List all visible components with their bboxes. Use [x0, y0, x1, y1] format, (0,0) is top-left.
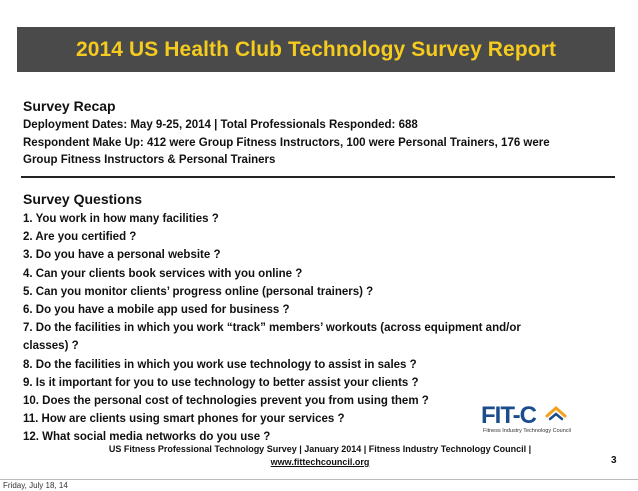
- question-item: 9. Is it important for you to use technology to better assist your clients ?: [23, 376, 419, 389]
- footer-text: US Fitness Professional Technology Survey | January 2014 | Fitness Industry Technology Council |: [108, 444, 532, 454]
- question-item: 1. You work in how many facilities ?: [23, 213, 219, 225]
- slide-title: 2014 US Health Club Technology Survey Report: [75, 37, 557, 61]
- survey-recap-section: [23, 97, 613, 170]
- title-bar: [17, 27, 615, 72]
- question-item: 4. Can your clients book services with you online ?: [23, 267, 303, 280]
- question-item: 2. Are you certified ?: [23, 231, 137, 244]
- recap-line: Respondent Make Up: 412 were Group Fitness Instructors, 100 were Personal Trainers, 176 were: [23, 136, 550, 149]
- print-date: Friday, July 18, 14: [0, 479, 638, 491]
- survey-recap-heading: Survey Recap: [23, 98, 116, 114]
- question-item: 10. Does the personal cost of technologies prevent you from using them ?: [23, 395, 429, 408]
- footer-link[interactable]: www.fittechcouncil.org: [270, 457, 370, 467]
- question-item: 3. Do you have a personal website ?: [23, 249, 221, 262]
- survey-questions-heading: Survey Questions: [23, 191, 143, 207]
- fitc-logo-icon: [545, 405, 567, 427]
- question-item: 8. Do the facilities in which you work use technology to assist in sales ?: [23, 358, 417, 371]
- question-item: 5. Can you monitor clients’ progress online (personal trainers) ?: [23, 285, 374, 298]
- question-item: classes) ?: [23, 340, 79, 353]
- recap-line: Group Fitness Instructors & Personal Trainers: [23, 154, 276, 166]
- question-item: 11. How are clients using smart phones for your services ?: [23, 413, 345, 426]
- question-item: 12. What social media networks do you use ?: [23, 431, 271, 444]
- section-divider: [21, 176, 615, 178]
- fitc-logo: [481, 404, 589, 438]
- logo-text: FIT-C: [481, 402, 536, 429]
- question-item: 6. Do you have a mobile app used for business ?: [23, 304, 290, 317]
- logo-subtitle: Fitness Industry Technology Council: [483, 428, 571, 434]
- question-item: 7. Do the facilities in which you work “track” members’ workouts (across equipment and/or: [23, 322, 521, 335]
- page-number: 3: [611, 455, 617, 466]
- slide-footer: [80, 443, 560, 469]
- recap-line: Deployment Dates: May 9-25, 2014 | Total Professionals Responded: 688: [23, 119, 418, 131]
